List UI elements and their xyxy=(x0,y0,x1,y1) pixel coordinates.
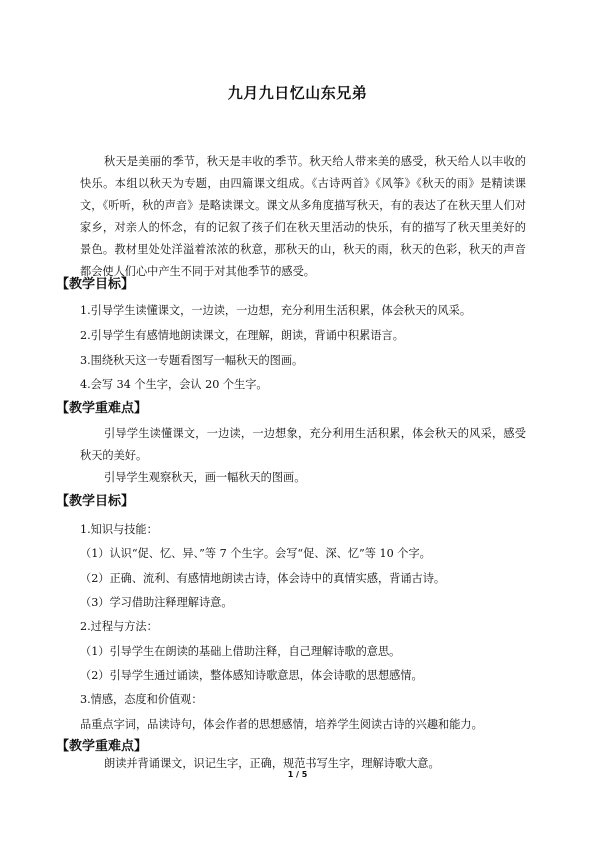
goal-line: 2.过程与方法： xyxy=(80,620,158,633)
section-heading-teaching-goals-2: 【教学目标】 xyxy=(56,494,135,509)
document-title: 九月九日忆山东兄弟 xyxy=(227,84,368,102)
section-heading-key-points-2: 【教学重难点】 xyxy=(56,739,148,754)
key-point-paragraph: 朗读并背诵课文，识记生字，正确，规范书写生字，理解诗歌大意。 xyxy=(104,757,440,770)
goal-line: （1）认识“促、忆、异、”等 7 个生字。会写“促、深、忆”等 10 个字。 xyxy=(80,547,431,560)
intro-paragraph: 秋天是美丽的季节，秋天是丰收的季节。秋天给人带来美的感受，秋天给人以丰收的快乐。本组以秋天为专题，由四篇课文组成。《古诗两首》《风筝》《秋天的雨》是精读课文，《听听，秋的声音》是略读课文。课文从多角度描写秋天，有的表达了在秋天里人们对家乡，对亲人的怀念，有的记叙了孩子们在秋天里活动的快乐，有的描写了秋天里美好的景色。教材里处处洋溢着浓浓的秋意，那秋天的山，秋天的雨，秋天的色彩，秋天的声音都会使人们心中产生不同于对其他季节的感受。 xyxy=(80,155,526,278)
goal-item: 2.引导学生有感情地朗读课文，在理解，朗读，背诵中积累语言。 xyxy=(80,329,404,342)
section-heading-key-points: 【教学重难点】 xyxy=(56,401,148,416)
key-point-paragraph: 引导学生观察秋天，画一幅秋天的图画。 xyxy=(104,471,306,484)
goal-line: （1）引导学生在朗读的基础上借助注释，自己理解诗歌的意思。 xyxy=(80,645,401,658)
goal-item: 4.会写 34 个生字，会认 20 个生字。 xyxy=(80,378,268,391)
goal-line: 品重点字词，品读诗句，体会作者的思想感情，培养学生阅读古诗的兴趣和能力。 xyxy=(80,718,483,731)
goal-line: 3.情感，态度和价值观： xyxy=(80,693,203,706)
goal-item: 1.引导学生读懂课文，一边读，一边想，充分利用生活积累，体会秋天的风采。 xyxy=(80,304,472,317)
section-heading-teaching-goals: 【教学目标】 xyxy=(56,277,135,292)
key-point-paragraph: 引导学生读懂课文，一边读，一边想象，充分利用生活积累，体会秋天的风采，感受秋天的美好。 xyxy=(80,427,526,462)
goal-line: 1.知识与技能： xyxy=(80,523,158,536)
goal-item: 3.围绕秋天这一专题看图写一幅秋天的图画。 xyxy=(80,354,304,367)
goal-line: （3）学习借助注释理解诗意。 xyxy=(80,596,233,609)
page-number: 1 / 5 xyxy=(287,770,308,779)
goal-line: （2）引导学生通过诵读，整体感知诗歌意思，体会诗歌的思想感情。 xyxy=(80,669,423,682)
goal-line: （2）正确、流利、有感情地朗读古诗，体会诗中的真情实感，背诵古诗。 xyxy=(80,572,446,585)
